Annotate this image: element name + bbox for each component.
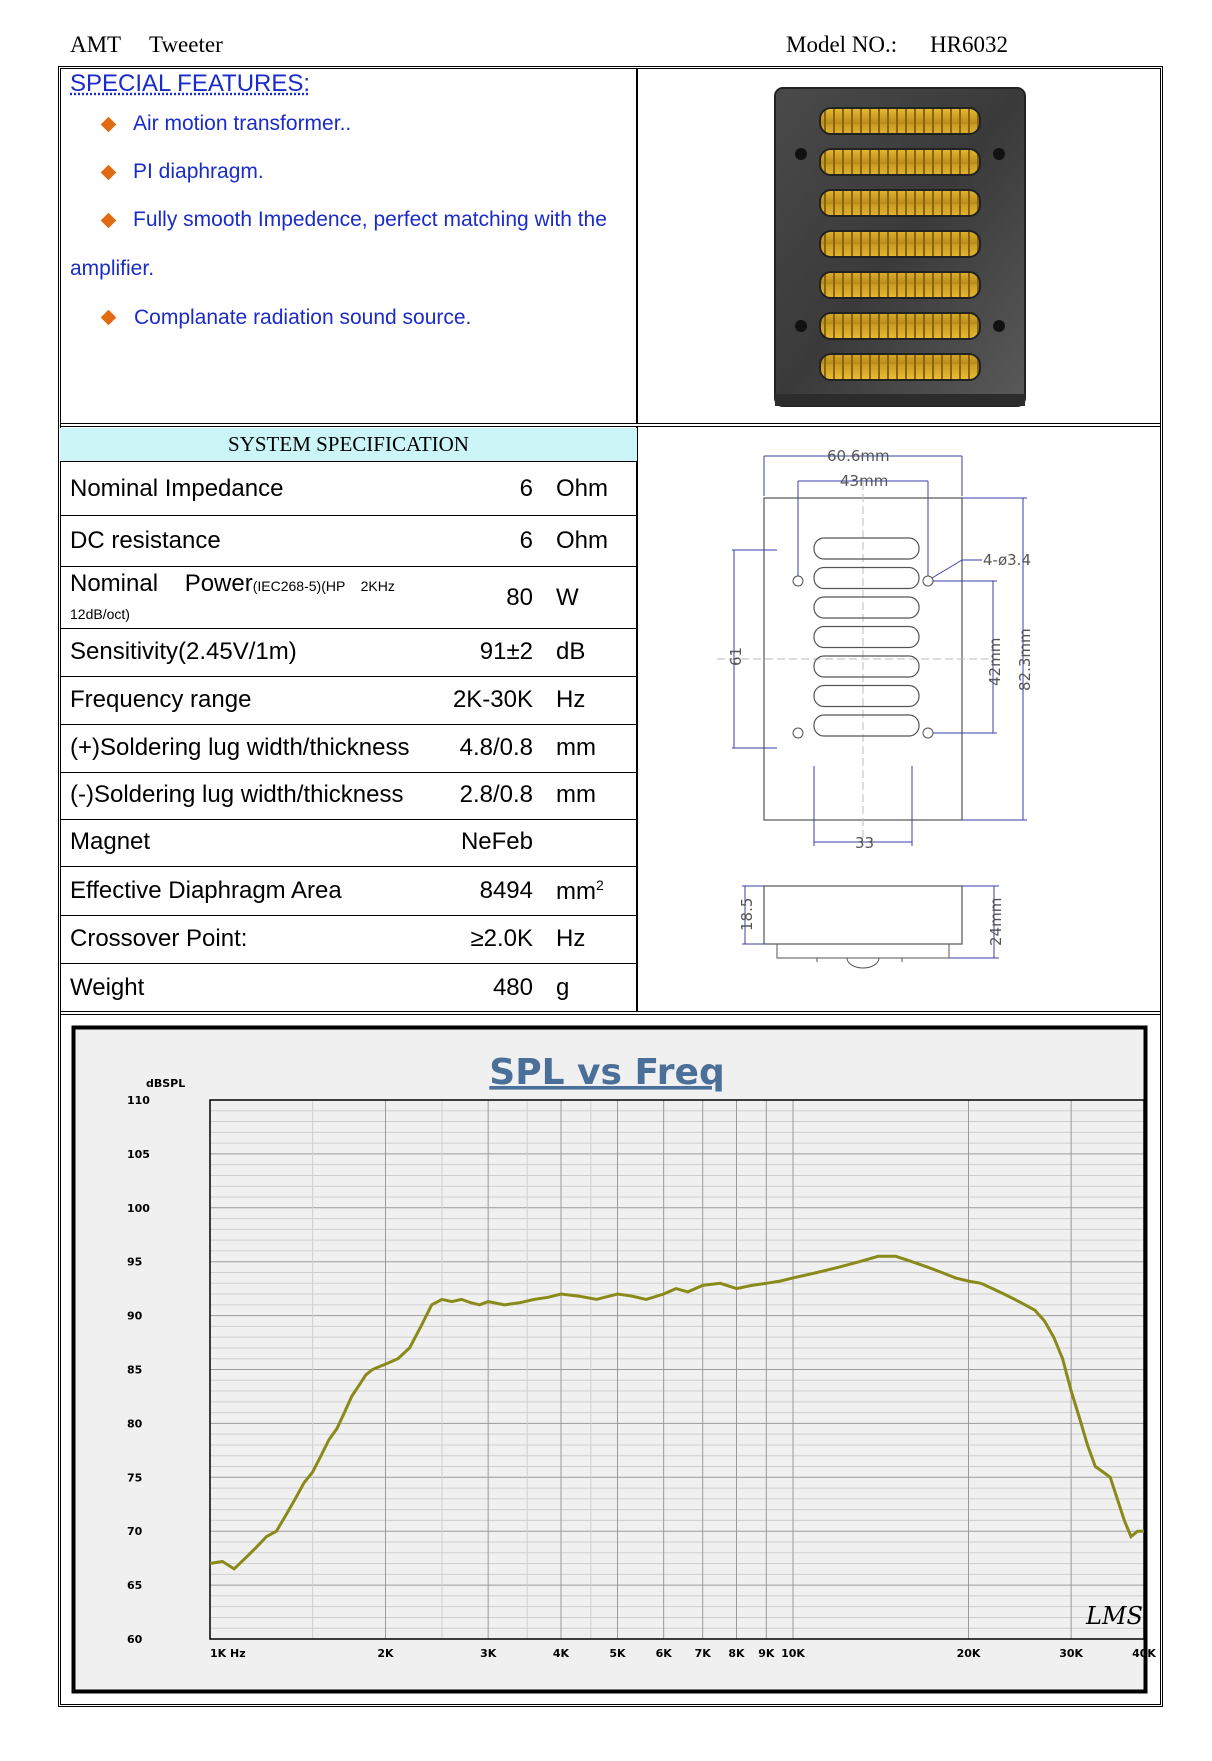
spec-unit: Hz [556,925,586,952]
x-tick-label: 40K [1132,1647,1156,1660]
x-tick-label: 1K Hz [210,1647,246,1660]
x-tick-label: 4K [552,1647,570,1660]
header-name: Tweeter [149,32,223,57]
model-value: HR6032 [930,32,1008,57]
y-tick-label: 60 [127,1633,143,1646]
photo-slot [820,149,980,175]
spec-row [60,628,637,677]
y-tick-label: 100 [127,1201,150,1215]
photo-slot [820,231,980,257]
spec-value: 4.8/0.8 [459,734,533,761]
x-tick-label: 3K [480,1647,497,1660]
photo-slot [820,354,980,380]
spec-label-note-2: 12dB/oct) [70,606,130,622]
spec-unit: dB [556,638,586,665]
x-tick-label: 2K [377,1647,394,1660]
dim-holes: 4-ø3.4 [983,551,1031,569]
y-tick-label: 85 [127,1363,143,1377]
y-axis-label: dBSPL [146,1077,186,1090]
spec-row [60,915,637,964]
spec-value: 480 [492,974,533,1001]
feature-item: Fully smooth Impedence, perfect matching with the [133,208,607,231]
y-tick-label: 70 [127,1525,143,1539]
x-tick-label: 10K [781,1647,805,1660]
feature-item: PI diaphragm. [133,160,264,183]
spec-table-title: SYSTEM SPECIFICATION [60,428,637,462]
spec-label: Nominal Impedance [70,475,284,502]
spec-label-note: (IEC268-5)(HP 2KHz [252,578,395,594]
y-tick-label: 110 [127,1094,150,1107]
spec-value: 8494 [479,877,533,904]
x-tick-label: 8K [728,1647,745,1660]
spec-label: Weight [70,974,145,1001]
photo-slot [820,272,980,298]
dim-height-left: 61 [727,646,745,666]
spec-value: 6 [519,527,533,554]
dim-outer-width: 60.6mm [827,447,890,465]
feature-item: Air motion transformer.. [133,112,352,135]
drawing-slot [814,597,919,618]
spec-row [60,963,637,1011]
x-tick-label: 7K [694,1647,711,1660]
spec-label: Effective Diaphragm Area [70,877,342,904]
spec-unit-main: mm [556,878,596,905]
spec-row [60,566,637,629]
photo-slot [820,313,980,339]
x-tick-label: 30K [1059,1647,1084,1660]
spec-label: (-)Soldering lug width/thickness [70,781,404,808]
spec-label-main: Nominal Power [70,570,253,597]
spl-frequency-chart [72,1026,1156,1693]
dim-outer-height: 82.3mm [1016,628,1034,691]
spec-row [60,461,637,516]
drawing-slot [814,715,919,736]
spec-unit: Ohm [556,527,609,554]
spec-label: Magnet [70,828,151,855]
spec-value: 91±2 [479,638,533,665]
spec-row [60,724,637,773]
dim-side-depth: 18.5 [738,897,756,931]
dim-slot-width: 33 [855,834,875,852]
spec-unit: mm [556,781,596,808]
x-tick-label: 5K [609,1647,626,1660]
spec-unit: mm [556,734,596,761]
spec-label: Sensitivity(2.45V/1m) [70,638,297,665]
model-label: Model NO.: [786,32,898,57]
spec-row [60,676,637,725]
spec-row [60,772,637,820]
dim-hole-spacing: 42mm [986,637,1004,686]
y-tick-label: 95 [127,1255,143,1269]
spec-value: 2K-30K [452,686,533,713]
y-tick-label: 90 [127,1309,143,1323]
x-tick-label: 6K [655,1647,672,1660]
tweeter-photo [770,84,1030,410]
x-tick-label: 20K [956,1647,981,1660]
photo-slot [820,108,980,134]
spec-row [60,515,637,567]
spec-unit: Hz [556,686,586,713]
spec-unit: g [556,974,570,1001]
y-tick-label: 105 [127,1147,150,1161]
spec-label [70,570,395,598]
spec-value: 80 [506,584,533,611]
y-tick-label: 75 [127,1471,143,1485]
spec-unit [556,877,604,906]
drawing-slot [814,538,919,559]
drawing-slot [814,686,919,707]
spec-unit: W [556,584,579,611]
spec-label: Crossover Point: [70,925,248,952]
features-title: SPECIAL FEATURES: [70,70,311,97]
spec-unit: Ohm [556,475,609,502]
header-type: AMT [70,32,122,57]
spec-value: 2.8/0.8 [459,781,533,808]
x-tick-label: 9K [758,1647,775,1660]
spec-value: NeFeb [460,828,533,855]
spec-label: Frequency range [70,686,252,713]
spec-label: (+)Soldering lug width/thickness [70,734,410,761]
y-tick-label: 80 [127,1417,143,1431]
spec-row [60,819,637,867]
spec-row [60,866,637,916]
feature-item: Complanate radiation sound source. [134,306,472,329]
lms-watermark: LMS [1086,1602,1143,1630]
drawing-slot [814,568,919,589]
feature-item-continued: amplifier. [70,257,155,280]
drawing-slot [814,627,919,648]
dim-side-total: 24mm [987,897,1005,946]
spec-value: ≥2.0K [470,925,533,952]
chart-title: SPL vs Freq [489,1052,725,1093]
dim-inner-width: 43mm [840,472,889,490]
spec-value: 6 [519,475,533,502]
spec-label: DC resistance [70,527,221,554]
spec-unit-sup: 2 [595,877,604,893]
dimension-drawing [637,426,1161,1012]
photo-slot [820,190,980,216]
y-tick-label: 65 [127,1579,143,1593]
